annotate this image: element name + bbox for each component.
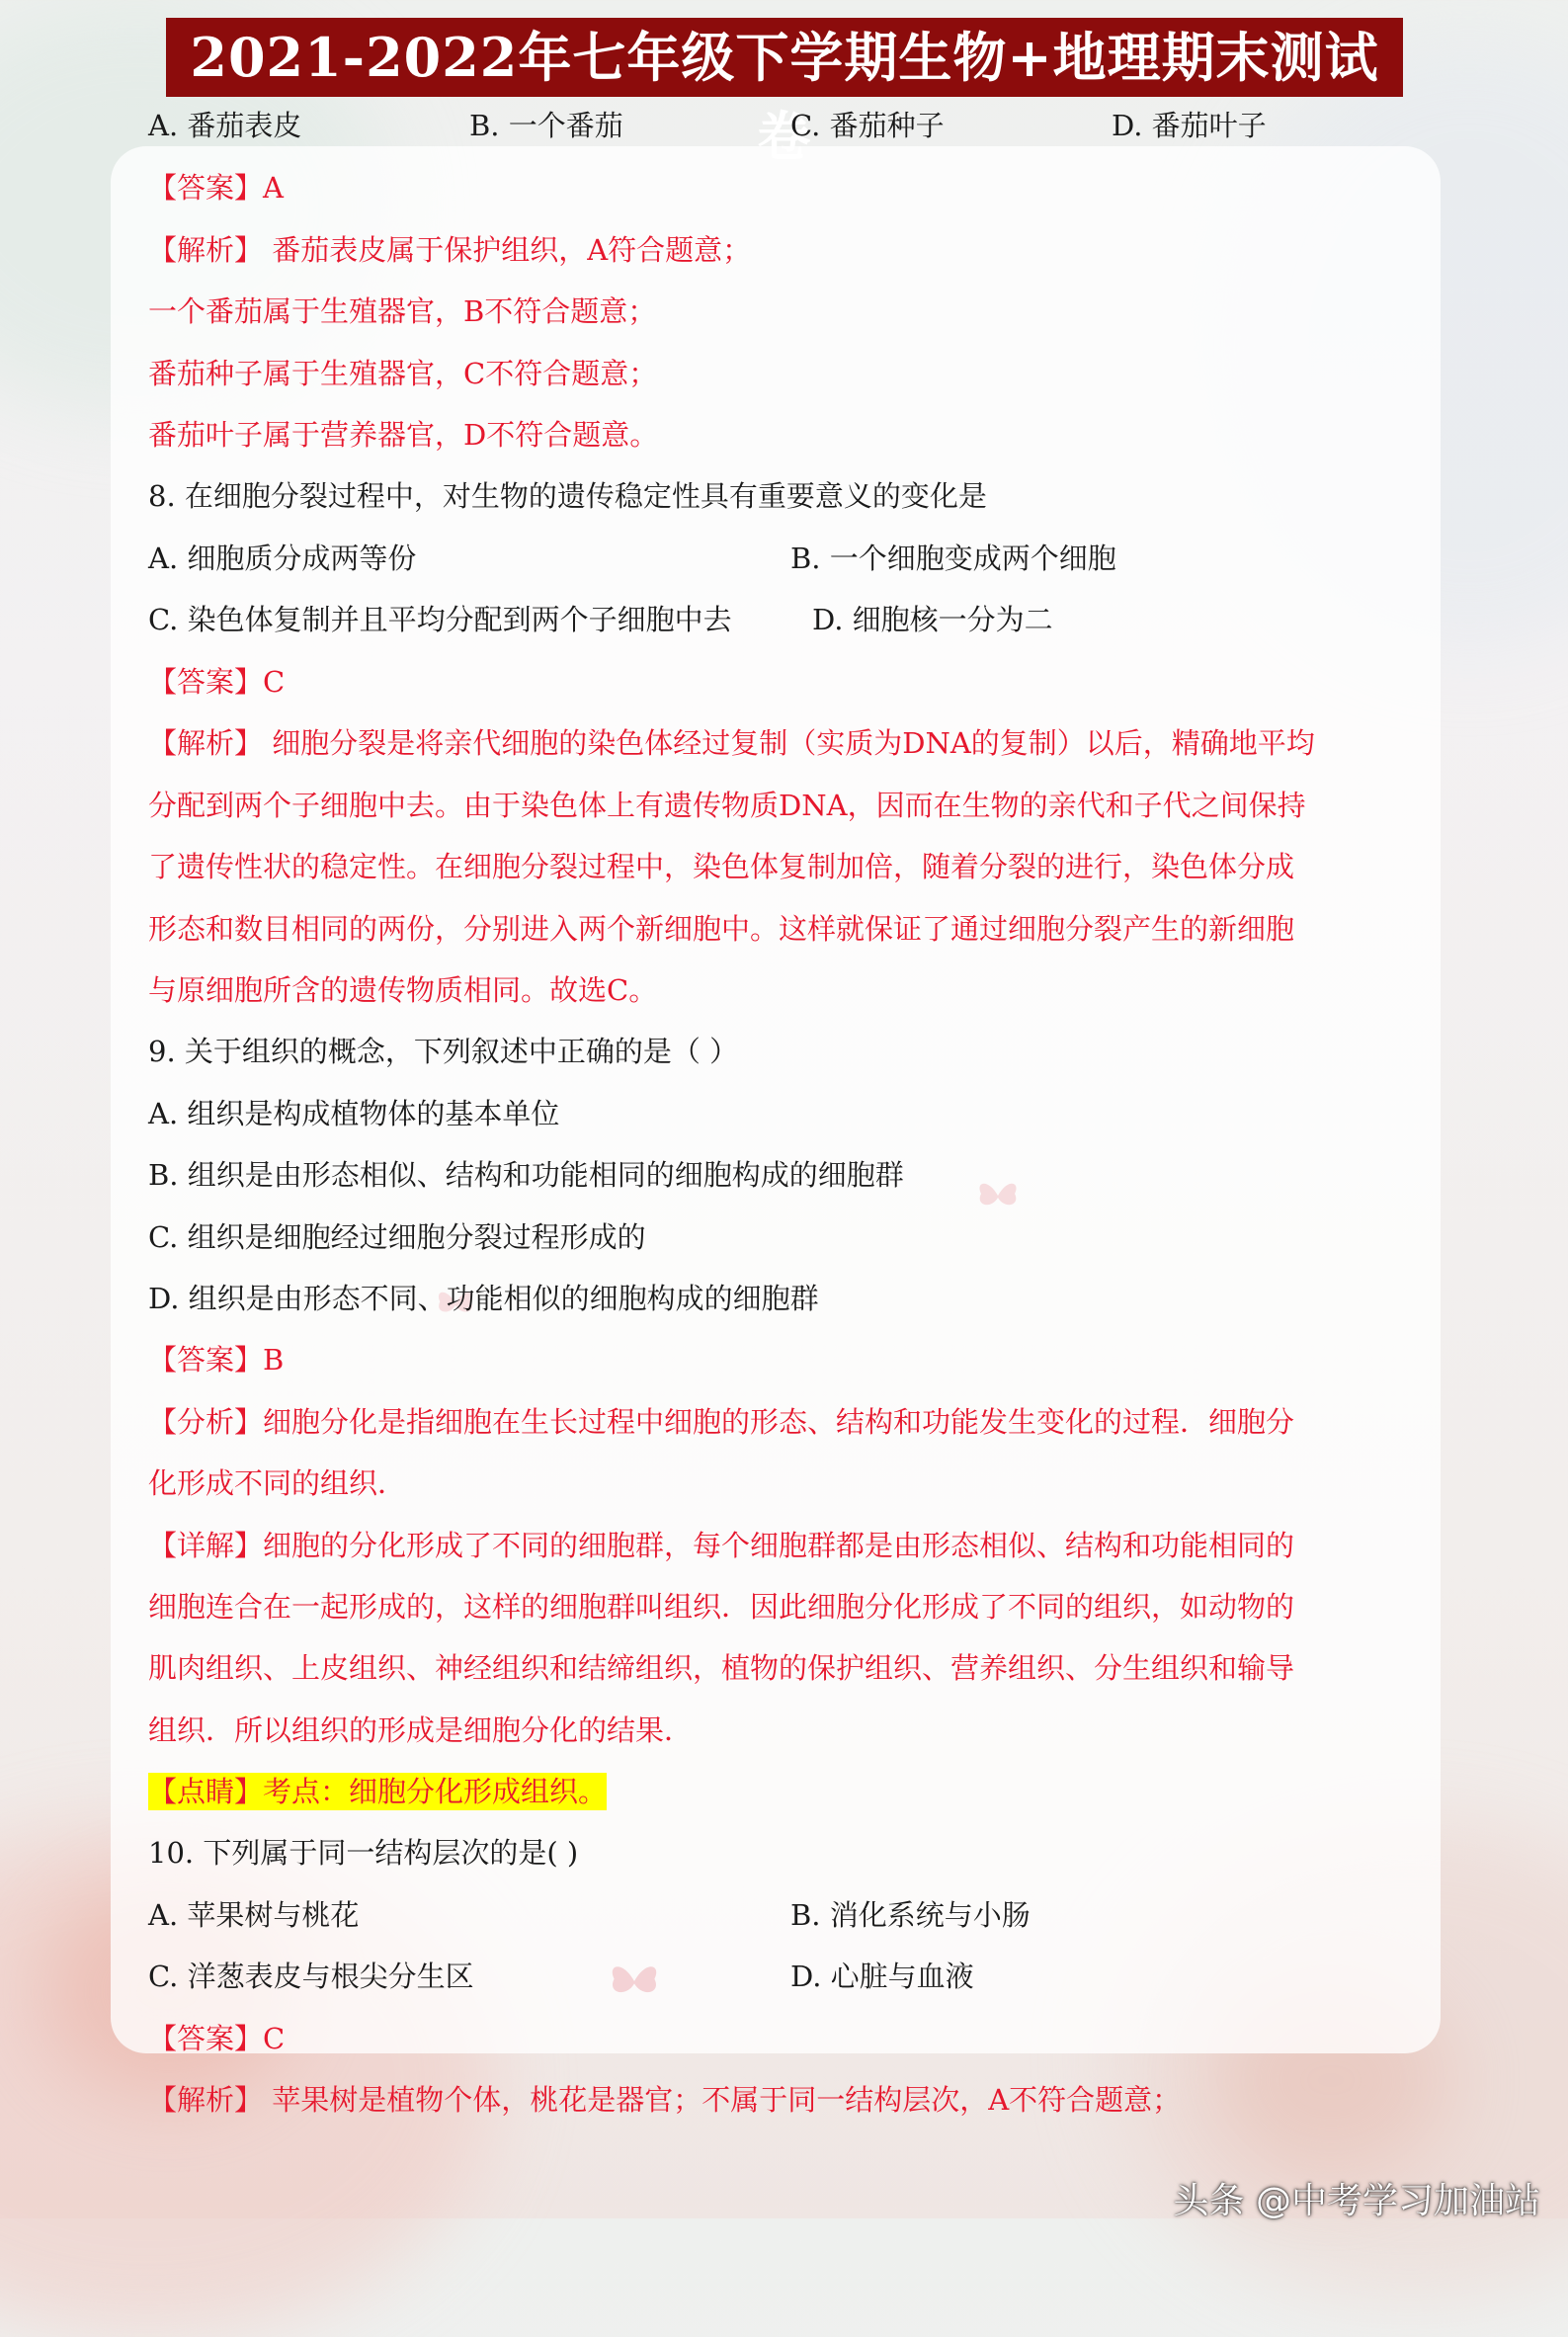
tip-highlight: 【点睛】考点：细胞分化形成组织。 — [148, 1775, 608, 1808]
option-d: D. 细胞核一分为二 — [812, 603, 1053, 636]
detail-line: 细胞连合在一起形成的，这样的细胞群叫组织．因此细胞分化形成了不同的组织，如动物的 — [148, 1590, 1295, 1624]
option-b: B. 消化系统与小肠 — [790, 1898, 1031, 1932]
analysis-line: 形态和数目相同的两份，分别进入两个新细胞中。这样就保证了通过细胞分裂产生的新细胞 — [148, 912, 1295, 946]
answer: 【答案】C — [148, 2022, 286, 2055]
analysis-line: 分配到两个子细胞中去。由于染色体上有遗传物质DNA，因而在生物的亲代和子代之间保持 — [148, 789, 1306, 822]
watermark: 头条 @中考学习加油站 — [1173, 2181, 1540, 2221]
analysis-line: 【解析】 番茄表皮属于保护组织，A符合题意； — [148, 233, 752, 267]
option-d: D. 心脏与血液 — [790, 1960, 974, 1993]
tip-row — [148, 1772, 607, 1811]
option-b: B. 一个细胞变成两个细胞 — [790, 542, 1116, 575]
analysis-line: 了遗传性状的稳定性。在细胞分裂过程中，染色体复制加倍，随着分裂的进行，染色体分成 — [148, 850, 1295, 883]
page-title: 2021-2022年七年级下学期生物+地理期末测试卷 — [166, 18, 1403, 97]
analysis-line: 一个番茄属于生殖器官，B不符合题意； — [148, 294, 657, 328]
analysis-line: 番茄种子属于生殖器官，C不符合题意； — [148, 357, 658, 390]
option-d: D. 番茄叶子 — [1112, 109, 1267, 142]
analysis-line: 【解析】 细胞分裂是将亲代细胞的染色体经过复制（实质为DNA的复制）以后，精确地平均 — [148, 726, 1315, 760]
analysis-line: 【解析】 苹果树是植物个体，桃花是器官；不属于同一结构层次，A不符合题意； — [148, 2083, 1182, 2117]
analysis-line: 番茄叶子属于营养器官，D不符合题意。 — [148, 418, 659, 452]
answer: 【答案】C — [148, 665, 286, 699]
question-10: 10. 下列属于同一结构层次的是( ) — [148, 1836, 579, 1870]
option-c: C. 番茄种子 — [790, 109, 945, 142]
butterfly-icon — [605, 1957, 664, 2006]
option-b: B. 组织是由形态相似、结构和功能相同的细胞构成的细胞群 — [148, 1158, 904, 1192]
option-c: C. 染色体复制并且平均分配到两个子细胞中去 — [148, 603, 732, 636]
question-9: 9. 关于组织的概念，下列叙述中正确的是（ ） — [148, 1035, 739, 1068]
answer: 【答案】A — [148, 171, 284, 205]
option-a: A. 组织是构成植物体的基本单位 — [148, 1097, 560, 1130]
option-d: D. 组织是由形态不同、功能相似的细胞构成的细胞群 — [148, 1282, 819, 1315]
option-a: A. 苹果树与桃花 — [148, 1898, 360, 1932]
option-c: C. 组织是细胞经过细胞分裂过程形成的 — [148, 1220, 646, 1254]
option-a: A. 番茄表皮 — [148, 109, 302, 142]
detail-line: 肌肉组织、上皮组织、神经组织和结缔组织，植物的保护组织、营养组织、分生组织和输导 — [148, 1651, 1295, 1685]
option-a: A. 细胞质分成两等份 — [148, 542, 417, 575]
answer: 【答案】B — [148, 1343, 285, 1377]
analysis-line: 【分析】细胞分化是指细胞在生长过程中细胞的形态、结构和功能发生变化的过程．细胞分 — [148, 1405, 1295, 1439]
question-8: 8. 在细胞分裂过程中，对生物的遗传稳定性具有重要意义的变化是 — [148, 479, 987, 513]
detail-line: 【详解】细胞的分化形成了不同的细胞群，每个细胞群都是由形态相似、结构和功能相同的 — [148, 1529, 1295, 1562]
option-b: B. 一个番茄 — [469, 109, 623, 142]
detail-line: 组织．所以组织的形成是细胞分化的结果． — [148, 1713, 694, 1747]
analysis-line: 与原细胞所含的遗传物质相同。故选C。 — [148, 973, 658, 1007]
option-c: C. 洋葱表皮与根尖分生区 — [148, 1960, 474, 1993]
analysis-line: 化形成不同的组织． — [148, 1466, 407, 1500]
butterfly-icon — [973, 1176, 1023, 1215]
